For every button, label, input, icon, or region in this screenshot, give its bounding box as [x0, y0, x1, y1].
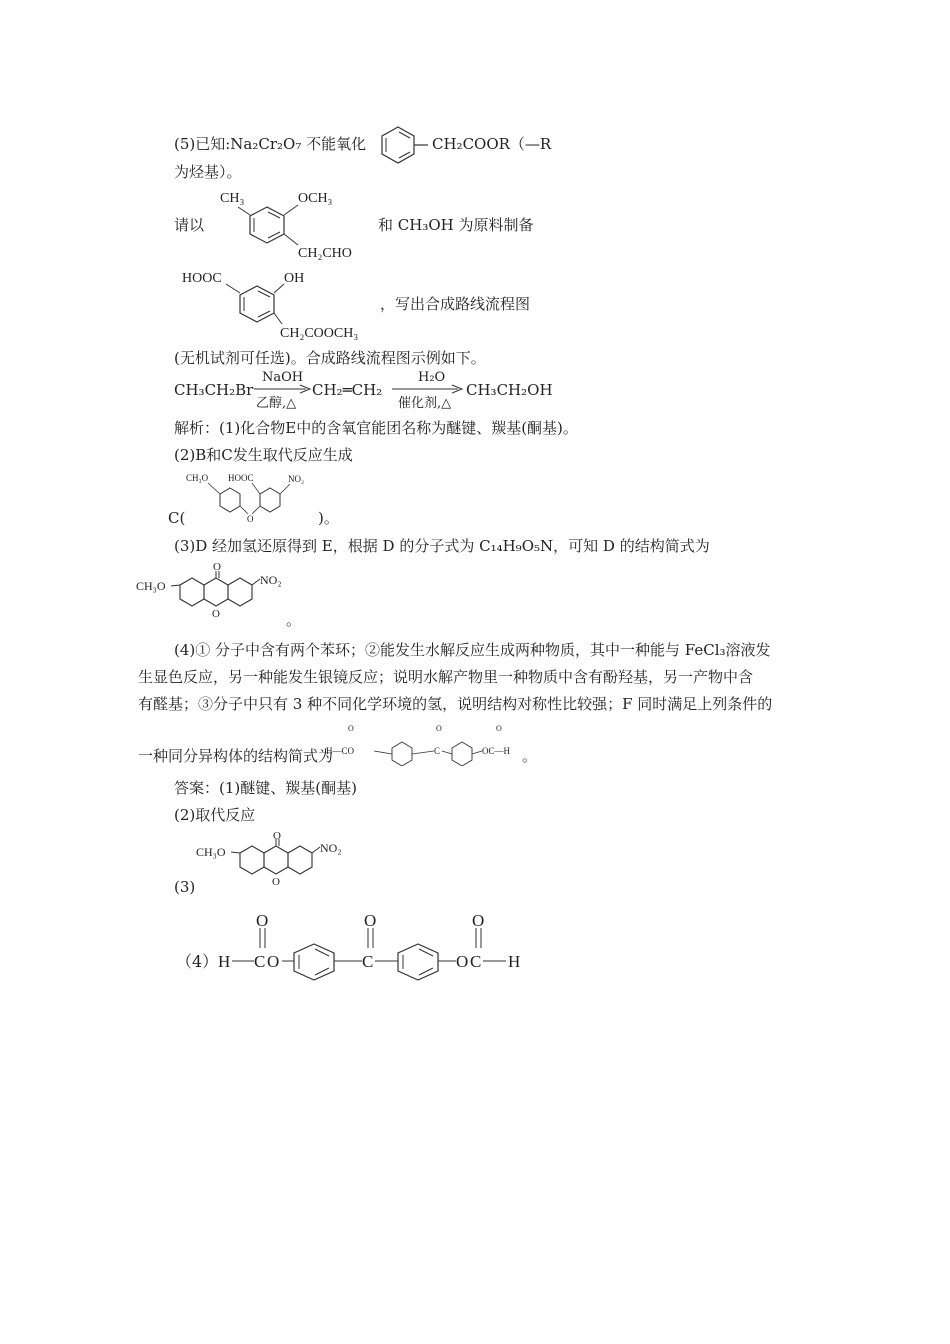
ans-ether-o-label: O — [272, 876, 280, 888]
tg-ch2cooch3-label: CH₂COOCH₃ — [280, 326, 359, 341]
ex-mid: CH₂═CH₂ — [312, 381, 383, 399]
compound-d-structure — [136, 560, 306, 630]
analysis-1: 解析：(1)化合物E中的含氧官能团名称为醚键、羰基(酮基)。 — [174, 419, 578, 437]
ex-end: CH₃CH₂OH — [466, 381, 553, 399]
ans-f-o5: O — [456, 952, 469, 971]
answer-2: (2)取代反应 — [174, 806, 256, 824]
benzene-ring-icon — [378, 124, 430, 164]
c-ch3o-label: CH₃O — [186, 473, 209, 483]
c-o-label: O — [247, 514, 254, 524]
d-ether-o-label: O — [212, 608, 220, 620]
c-hooc-label: HOOC — [228, 473, 254, 483]
ex-h2o: H₂O — [418, 370, 446, 385]
f-small-och: OC—H — [482, 746, 511, 756]
answer-f-structure — [214, 906, 534, 986]
sm-ch2cho-label: CH₂CHO — [298, 246, 352, 261]
ans-f-c3: C — [470, 952, 482, 971]
target-structure — [176, 262, 376, 344]
ans-f-o4: O — [267, 952, 280, 971]
analysis-4-2: 生显色反应，另一种能发生银镜反应；说明水解产物里一种物质中含有酚羟基，另一产物中含 — [138, 668, 754, 686]
f-small-c: C — [434, 746, 441, 756]
analysis-4-4: 一种同分异构体的结构简式为 — [138, 747, 334, 765]
ex-start: CH₃CH₂Br — [174, 381, 254, 399]
f-small-o2: O — [436, 724, 442, 733]
reaction-arrow-icon — [392, 384, 464, 394]
compound-c-structure — [186, 470, 322, 528]
ans-f-c2: C — [362, 952, 374, 971]
answer-4: （4） — [176, 952, 219, 971]
f-small-hco: H—CO — [326, 746, 355, 756]
tg-hooc-label: HOOC — [182, 271, 222, 286]
q5-line5: (无机试剂可任选)。合成路线流程图示例如下。 — [174, 349, 486, 367]
analysis-3: (3)D 经加氢还原得到 E，根据 D 的分子式为 C₁₄H₉O₅N，可知 D 的结构简式为 — [174, 537, 710, 555]
q5-line2: 为烃基）。 — [174, 163, 242, 181]
answer-1: 答案：(1)醚键、羰基(酮基) — [174, 779, 357, 797]
ans-f-h1: H — [218, 952, 231, 971]
q5-line3-prefix: 请以 — [174, 216, 205, 234]
ans-carbonyl-o-label: O — [273, 830, 281, 842]
analysis-4-1: (4)① 分子中含有两个苯环；②能发生水解反应生成两种物质，其中一种能与 FeCl₃溶液发 — [174, 641, 771, 659]
ans-ch3o-label: CH₃O — [196, 845, 226, 859]
ans-no2-label: NO₂ — [320, 841, 342, 855]
ans-f-o2: O — [364, 911, 377, 930]
analysis-4-3: 有醛基；③分子中只有 3 种不同化学环境的氢，说明结构对称性比较强；F 同时满足上列条件的 — [138, 695, 773, 713]
d-ch3o-label: CH₃O — [136, 579, 166, 593]
q5-line3-mid: 和 CH₃OH 为原料制备 — [378, 216, 534, 234]
compound-f-structure-small — [326, 722, 526, 766]
sm-ch3-label: CH₃ — [220, 191, 245, 206]
ans-f-o1: O — [256, 911, 269, 930]
analysis-2: (2)B和C发生取代反应生成 — [174, 446, 353, 464]
analysis-4-end: 。 — [522, 747, 538, 765]
answer-d-structure — [196, 830, 366, 900]
ans-f-o3: O — [472, 911, 485, 930]
sm-och3-label: OCH₃ — [298, 191, 333, 206]
d-end: 。 — [286, 611, 302, 629]
f-small-o3: O — [496, 724, 502, 733]
d-no2-label: NO₂ — [260, 573, 282, 587]
ans-f-h2: H — [508, 952, 521, 971]
d-carbonyl-o-label: O — [213, 561, 221, 573]
ex-cond1: 乙醇,△ — [256, 396, 297, 411]
c-close: )。 — [318, 509, 339, 527]
ex-cond2: 催化剂,△ — [398, 396, 452, 411]
starting-material-structure — [212, 185, 382, 267]
reaction-arrow-icon — [254, 384, 312, 394]
f-small-o1: O — [348, 724, 354, 733]
c-no2-label: NO₂ — [288, 474, 305, 484]
q5-line1-prefix: (5)已知:Na₂Cr₂O₇ 不能氧化 — [174, 135, 367, 153]
answer-3: (3) — [174, 878, 196, 896]
q5-line1-group: CH₂COOR（—R — [432, 135, 552, 153]
ans-f-c1: C — [254, 952, 266, 971]
c-open: C( — [168, 509, 186, 527]
tg-oh-label: OH — [284, 271, 305, 286]
q5-line4-suffix: ，写出合成路线流程图 — [380, 295, 531, 313]
ex-naoh: NaOH — [262, 370, 304, 385]
